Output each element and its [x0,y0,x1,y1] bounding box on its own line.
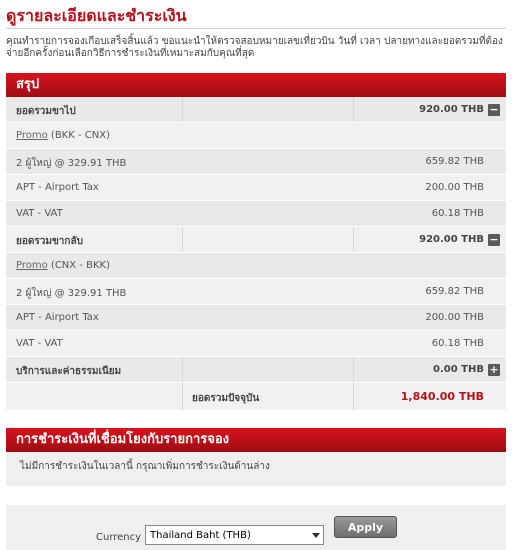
payment-panel [6,428,506,486]
total-amount: 1,840.00 THB [400,390,484,403]
services-fees-row: บริการและค่าธรรมเนียม 0.00 THB + [6,357,506,383]
apply-button[interactable]: Apply [334,516,397,538]
summary-heading: สรุป [6,73,506,97]
promo-link[interactable]: Promo [16,260,48,271]
outbound-adult-row: 2 ผู้ใหญ่ @ 329.91 THB 659.82 THB [6,149,506,175]
return-vat-row: VAT - VAT 60.18 THB [6,331,506,357]
currency-selected: Thailand Baht (THB) [150,530,251,541]
title-divider [6,28,506,29]
intro-text: คุณทำรายการจองเกือบเสร็จสิ้นแล้ว ขอแนะนำให้ตรวจสอบหมายเลขเที่ยวบิน วันที่ เวลา ปลายทางและยอดรวมที่ต้องจ่ายอีกครั้งก่อนเลือกวิธีการชำระเงินที่เหมาะสมกับคุณที่สุด [6,36,503,59]
summary-panel [6,73,506,411]
row-amount: 920.00 THB [419,104,484,115]
payment-body [6,452,506,486]
payment-heading: การชำระเงินที่เชื่อมโยงกับรายการจอง [6,428,506,452]
row-label: ยอดรวมขาไป [16,106,76,117]
outbound-tax-row: APT - Airport Tax 200.00 THB [6,175,506,201]
return-total-row: ยอดรวมขากลับ 920.00 THB − [6,227,506,253]
outbound-fare-row: Promo (BKK - CNX) [6,123,506,149]
currency-label: Currency [96,532,142,543]
payment-message: ไม่มีการชำระเงินในเวลานี้ กรุณาเพิ่มการชำระเงินด้านล่าง [20,461,270,472]
promo-link[interactable]: Promo [16,130,48,141]
collapse-icon[interactable]: − [489,103,499,116]
page-title: ดูรายละเอียดและชำระเงิน [6,6,187,25]
return-fare-row: Promo (CNX - BKK) [6,253,506,279]
current-total-row [6,383,506,411]
currency-select[interactable] [145,525,324,545]
outbound-vat-row: VAT - VAT 60.18 THB [6,201,506,227]
currency-bar [6,505,506,550]
return-adult-row: 2 ผู้ใหญ่ @ 329.91 THB 659.82 THB [6,279,506,305]
return-tax-row: APT - Airport Tax 200.00 THB [6,305,506,331]
outbound-total-row [6,97,506,123]
total-label: ยอดรวมปัจจุบัน [192,393,260,404]
expand-icon[interactable]: + [489,363,499,376]
chevron-down-icon [312,533,320,538]
collapse-icon[interactable]: − [489,233,499,246]
